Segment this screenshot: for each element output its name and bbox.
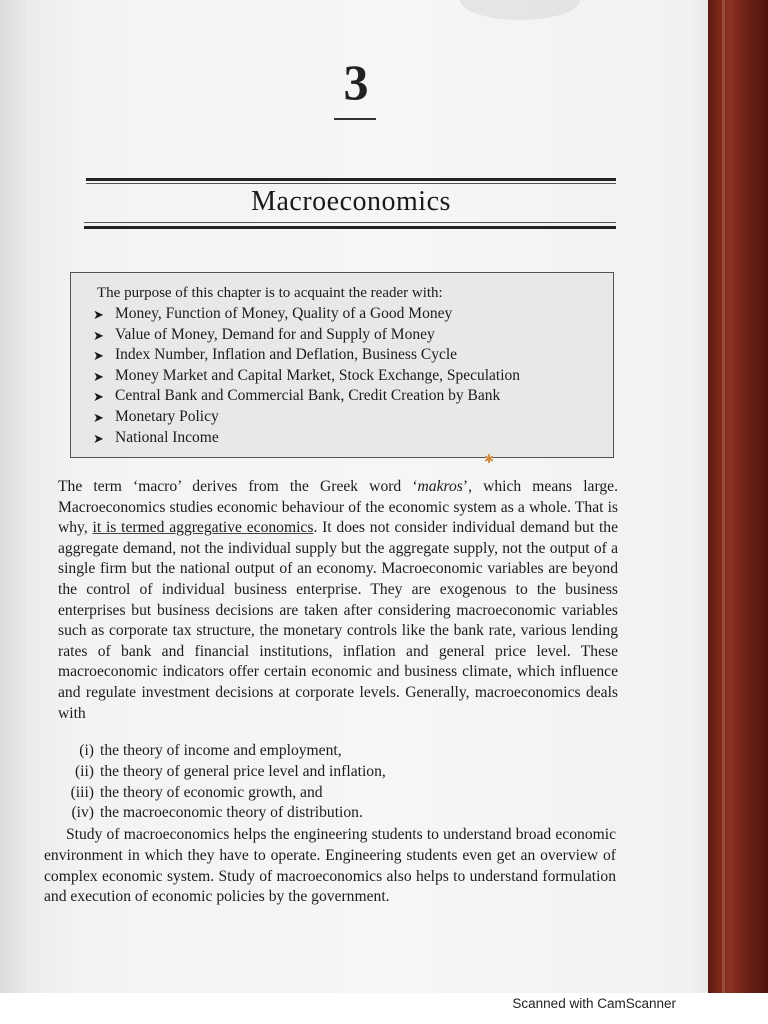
arrowhead-bullet-icon: ➤	[93, 368, 104, 384]
objectives-list	[89, 304, 520, 448]
objective-item: ➤ Money Market and Capital Market, Stock Exchange, Speculation	[89, 366, 520, 387]
ink-mark: ✱	[484, 452, 495, 466]
title-rule-bottom-thin	[84, 222, 616, 223]
topics-list-item: (iii) the theory of economic growth, and	[70, 783, 323, 801]
objectives-box	[70, 272, 614, 458]
arrowhead-bullet-icon: ➤	[93, 348, 104, 364]
arrowhead-bullet-icon: ➤	[93, 327, 104, 343]
objective-item: ➤ National Income	[89, 428, 520, 449]
objective-item: ➤ Monetary Policy	[89, 407, 520, 428]
underlined-phrase: it is termed aggregative economics	[92, 519, 314, 537]
title-rule-bottom	[84, 226, 616, 229]
chapter-title: Macroeconomics	[251, 186, 451, 217]
objective-item: ➤ Money, Function of Money, Quality of a Good Money	[89, 304, 520, 325]
objective-item: ➤ Value of Money, Demand for and Supply of Money	[89, 325, 520, 346]
arrowhead-bullet-icon: ➤	[93, 389, 104, 405]
topics-list	[58, 741, 386, 824]
objective-item: ➤ Central Bank and Commercial Bank, Credit Creation by Bank	[89, 386, 520, 407]
objective-item: ➤ Index Number, Inflation and Deflation, Business Cycle	[89, 345, 520, 366]
spine-stripe	[722, 0, 725, 993]
topics-list-item: (ii) the theory of general price level and inflation,	[74, 762, 386, 780]
book-spine	[708, 0, 768, 993]
page-left-edge	[0, 0, 26, 993]
greek-word: makros	[417, 478, 463, 495]
objectives-intro: The purpose of this chapter is to acquaint the reader with:	[97, 285, 443, 301]
top-shadow	[460, 0, 580, 20]
topics-list-item: (iv) the macroeconomic theory of distribution.	[71, 804, 363, 822]
topics-list-item: (i) the theory of income and employment,	[79, 742, 342, 759]
intro-paragraph: The term ‘macro’ derives from the Greek word ‘makros’, which means large. Macroeconomics studies economic behaviour of the economic system as a whole. That is why, it is termed aggregative economics. It does not consider individual demand but the aggregate demand, not the individual supply but the aggregate supply, not the output of a single firm but the national output of an economy. Macroeconomic variables are beyond the control of individual business enterprise. They are exogenous to the business enterprises but business decisions are taken after considering macroeconomic variables such as corporate tax structure, the monetary controls like the bank rate, various lending rates of bank and financial institutions, inflation and general price level. These macroeconomic indicators offer certain economic and business climate, which influence and regulate investment decisions at corporate levels. Generally, macroeconomics deals with	[58, 478, 619, 722]
arrowhead-bullet-icon: ➤	[93, 409, 104, 425]
chapter-number-underline	[334, 118, 376, 120]
scanner-watermark: Scanned with CamScanner	[512, 996, 676, 1011]
title-rule-top	[86, 178, 616, 181]
chapter-number: 3	[343, 54, 369, 110]
arrowhead-bullet-icon: ➤	[93, 307, 104, 322]
closing-paragraph: Study of macroeconomics helps the engineering students to understand broad economic environment in which they have to operate. Engineering students even get an overview of complex economic system. Study of macroeconomics also helps to understand formulation and execution of economic policies by the government.	[44, 826, 616, 906]
arrowhead-bullet-icon: ➤	[93, 430, 104, 446]
